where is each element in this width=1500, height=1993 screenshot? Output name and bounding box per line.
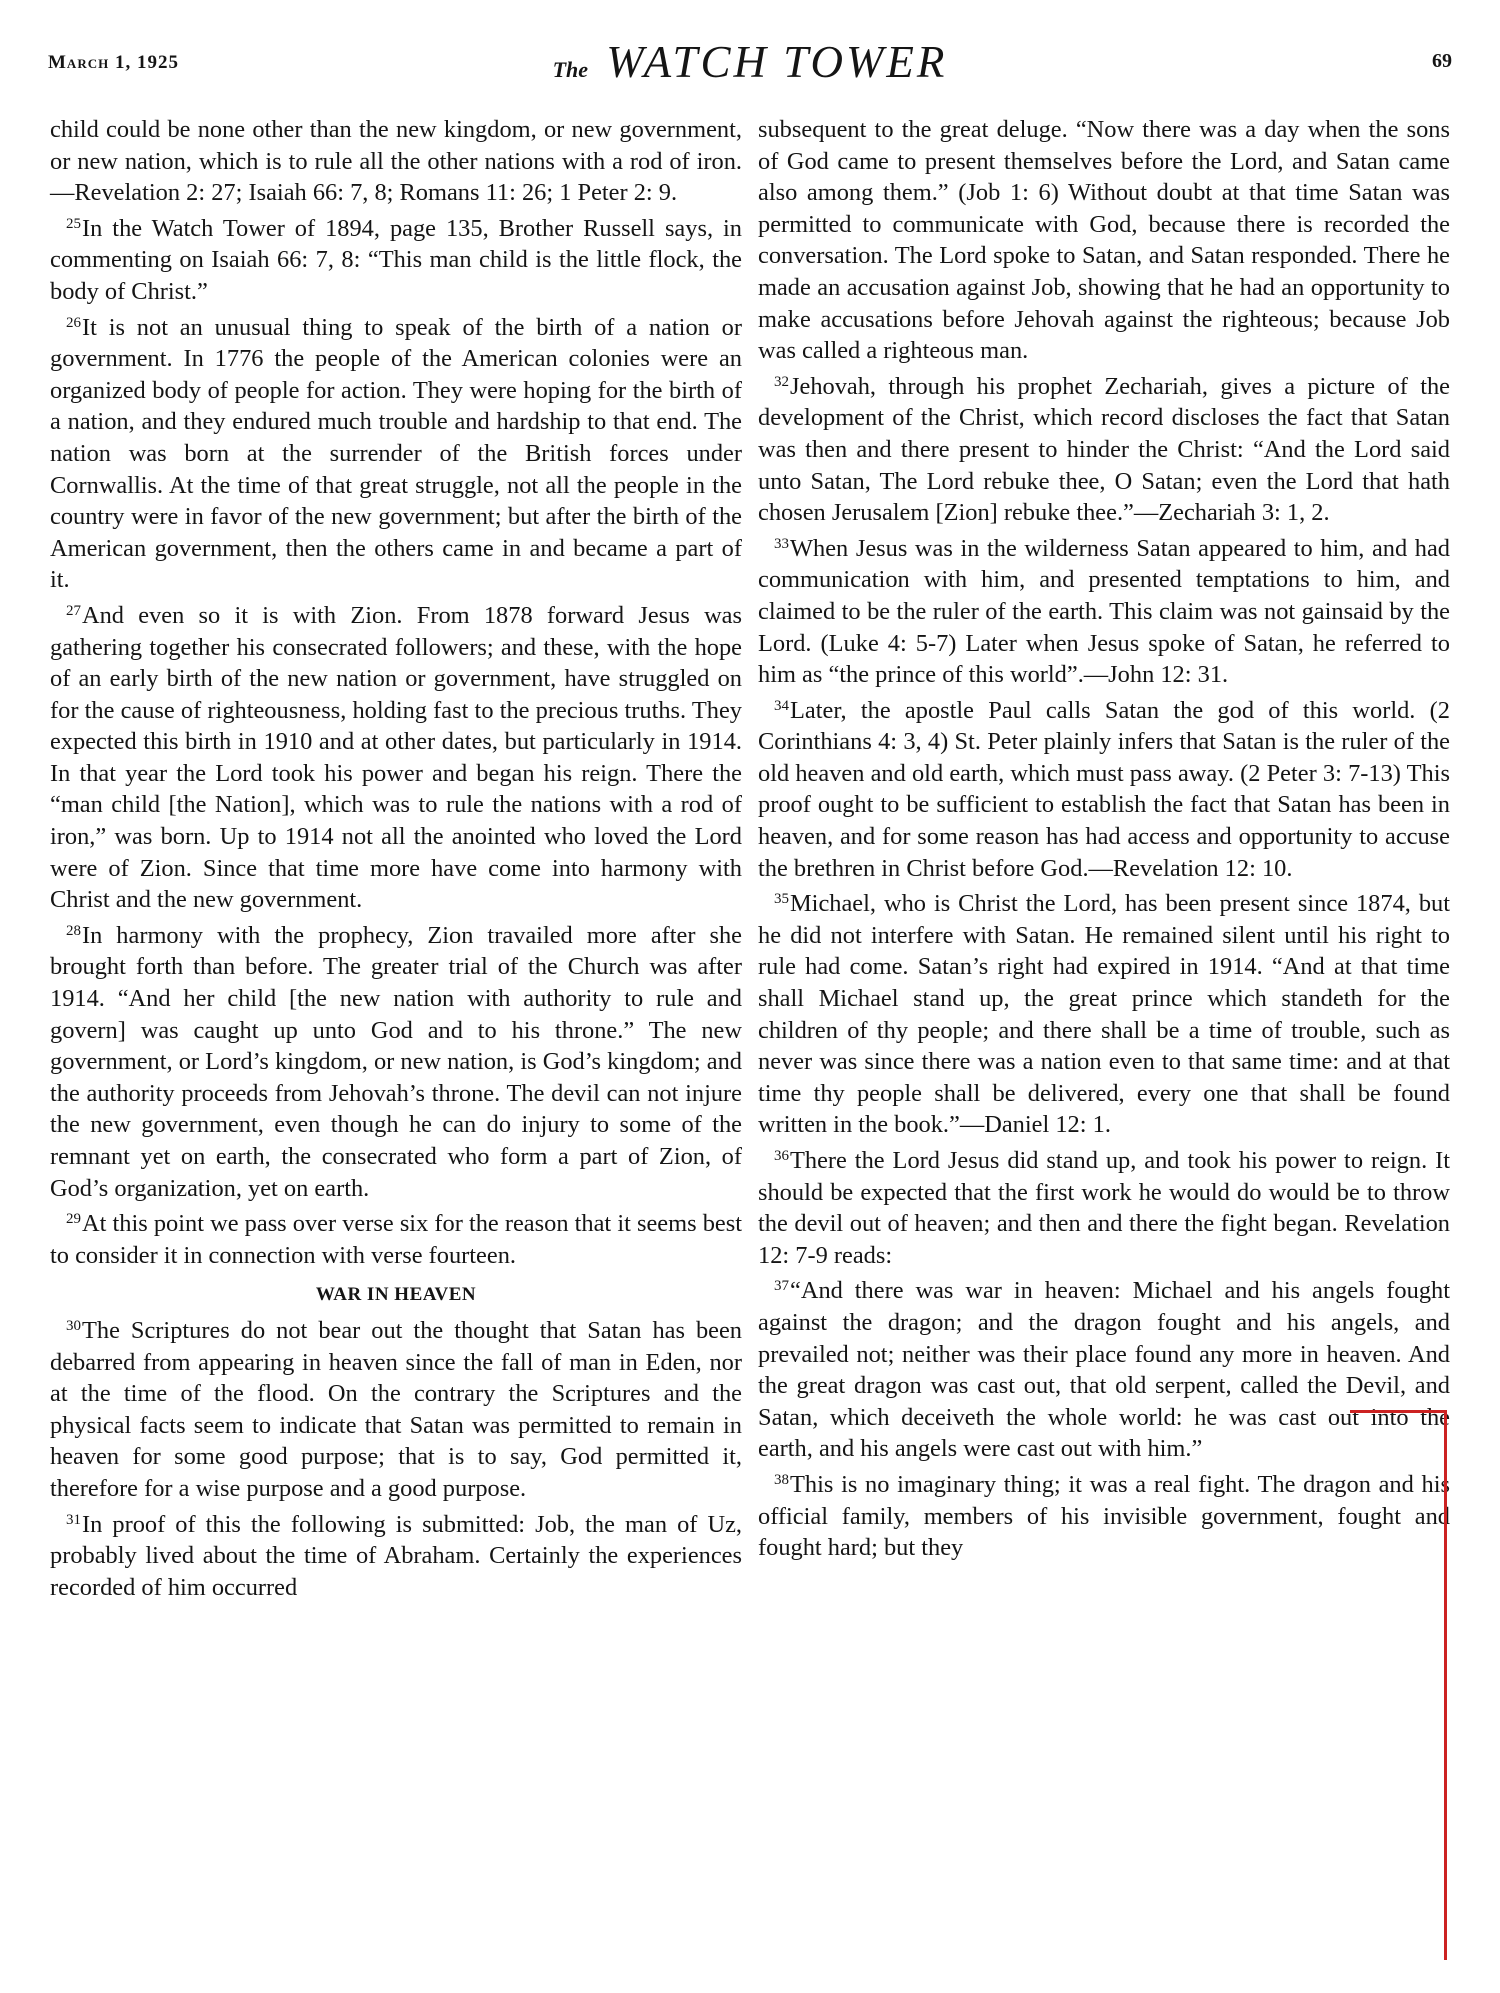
masthead-title <box>48 36 1452 88</box>
red-highlight-bracket <box>1350 1410 1447 1960</box>
paragraph-38 <box>758 1469 1450 1564</box>
paragraph-number: 25 <box>66 215 81 232</box>
paragraph-number: 28 <box>66 922 81 939</box>
paragraph-35 <box>758 888 1450 1141</box>
paragraph-text: This is no imaginary thing; it was a real fight. The dragon and his official family, members of his invisible government, fought and fought hard; but they <box>758 1470 1450 1562</box>
paragraph-24-continued: child could be none other than the new kingdom, or new government, or new nation, which is to rule all the other nations with a rod of iron.—Revelation 2: 27; Isaiah 66: 7, 8; Romans 11: 26; 1 Peter 2: 9. <box>50 116 742 207</box>
paragraph-text: In harmony with the prophecy, Zion travailed more after she brought forth than before. The greater trial of the Church was after 1914. “And her child [the new nation with authority to rule and govern] was caught up unto God and to his throne.” The new government, or Lord’s kingdom, or new nation, is God’s kingdom; and the authority proceeds from Jehovah’s throne. The devil can not injure the new government, even though he can do injury to some of the remnant yet on earth, the consecrated who form a part of Zion, of God’s organization, yet on earth. <box>50 921 742 1202</box>
paragraph-32 <box>758 371 1450 529</box>
paragraph-31-continued: subsequent to the great deluge. “Now there was a day when the sons of God came to present themselves before the Lord, and Satan came also among them.” (Job 1: 6) Without doubt at that time Satan was permitted to communicate with God, because there is recorded the conversation. The Lord spoke to Satan, and Satan responded. There he made an accusation against Job, showing that he had an opportunity to make accusations before Jehovah against the righteous; because Job was called a righteous man. <box>758 116 1450 365</box>
issue-date: March 1, 1925 <box>48 52 179 73</box>
paragraph-text: Jehovah, through his prophet Zechariah, gives a picture of the development of the Christ, which record discloses the fact that Satan was then and there present to hinder the Christ: “And the Lord said unto Satan, The Lord rebuke thee, O Satan; even the Lord that hath chosen Jerusalem [Zion] rebuke thee.”—Zechariah 3: 1, 2. <box>758 372 1450 527</box>
paragraph-number: 32 <box>774 373 789 390</box>
paragraph-number: 31 <box>66 1511 81 1528</box>
paragraph-text: At this point we pass over verse six for the reason that it seems best to consider it in connection with verse fourteen. <box>50 1210 742 1269</box>
section-heading: WAR IN HEAVEN <box>315 1284 477 1306</box>
paragraph-text: The Scriptures do not bear out the thought that Satan has been debarred from appearing in heaven since the fall of man in Eden, nor at the time of the flood. On the contrary the Scriptures and the physical facts seem to indicate that Satan was permitted to remain in heaven for some good purpose; that is to say, God permitted it, therefore for a wise purpose and a good purpose. <box>50 1316 742 1502</box>
paragraph-number: 38 <box>774 1471 789 1488</box>
left-column <box>50 114 742 1607</box>
paragraph-34 <box>758 695 1450 885</box>
paragraph-29 <box>50 1208 742 1271</box>
paragraph-number: 27 <box>66 602 81 619</box>
paragraph-text: “And there was war in heaven: Michael and his angels fought against the dragon; and the dragon fought and his angels, and prevailed not; neither was their place found any more in heaven. And the great dragon was cast out, that old serpent, called the Devil, and Satan, which deceiveth the whole world: he was cast out into the earth, and his angels were cast out with him.” <box>758 1277 1450 1463</box>
paragraph-33 <box>758 533 1450 691</box>
page-header <box>48 30 1452 100</box>
paragraph-number: 26 <box>66 314 81 331</box>
paragraph-text: It is not an unusual thing to speak of the birth of a nation or government. In 1776 the people of the American colonies were an organized body of people for action. They were hoping for the birth of a nation, and they endured much trouble and hardship to that end. The nation was born at the surrender of the British forces under Cornwallis. At the time of that great struggle, not all the people in the country were in favor of the new government; but after the birth of the American government, then the others came in and became a part of it. <box>50 313 742 594</box>
paragraph-number: 30 <box>66 1317 81 1334</box>
paragraph-number: 37 <box>774 1278 789 1295</box>
paragraph-27 <box>50 600 742 916</box>
paragraph-30 <box>50 1315 742 1505</box>
paragraph-text: In proof of this the following is submitted: Job, the man of Uz, probably lived about the time of Abraham. Certainly the experiences recorded of him occurred <box>50 1510 742 1601</box>
paragraph-text: There the Lord Jesus did stand up, and took his power to reign. It should be expected that the first work he would do would be to throw the devil out of heaven; and then and there the fight began. Revelation 12: 7-9 reads: <box>758 1147 1450 1269</box>
paragraph-number: 35 <box>774 891 789 908</box>
paragraph-text: And even so it is with Zion. From 1878 forward Jesus was gathering together his consecrated followers; and these, with the hope of an early birth of the new nation or government, have struggled on for the cause of righteousness, holding fast to the precious truths. They expected this birth in 1910 and at other dates, but particularly in 1914. In that year the Lord took his power and began his reign. There the “man child [the Nation], which was to rule the nations with a rod of iron,” was born. Up to 1914 not all the anointed who loved the Lord were of Zion. Since that time more have come into harmony with Christ and the new government. <box>50 601 742 914</box>
paragraph-number: 36 <box>774 1148 789 1164</box>
right-column <box>758 114 1450 1568</box>
paragraph-26 <box>50 312 742 596</box>
paragraph-28 <box>50 920 742 1204</box>
page-number: 69 <box>1432 50 1452 72</box>
masthead-name: WATCH TOWER <box>606 37 948 87</box>
paragraph-36 <box>758 1145 1450 1271</box>
paragraph-31 <box>50 1509 742 1604</box>
paragraph-37 <box>758 1275 1450 1465</box>
paragraph-25 <box>50 213 742 308</box>
paragraph-text: Later, the apostle Paul calls Satan the god of this world. (2 Corinthians 4: 3, 4) St. Peter plainly infers that Satan is the ruler of the old heaven and old earth, which must pass away. (2 Peter 3: 7-13) This proof ought to be sufficient to establish the fact that Satan has been in heaven, and for some reason has had access and opportunity to accuse the brethren in Christ before God.—Revelation 12: 10. <box>758 696 1450 882</box>
masthead-prefix: The <box>552 57 589 82</box>
paragraph-number: 29 <box>66 1211 81 1228</box>
paragraph-text: In the Watch Tower of 1894, page 135, Brother Russell says, in commenting on Isaiah 66: 7, 8: “This man child is the little flock, the body of Christ.” <box>50 214 742 305</box>
paragraph-number: 33 <box>774 535 789 552</box>
paragraph-number: 34 <box>774 697 789 714</box>
paragraph-text: When Jesus was in the wilderness Satan appeared to him, and had communication with him, and presented temptations to him, and claimed to be the ruler of the earth. This claim was not gainsaid by the Lord. (Luke 4: 5-7) Later when Jesus spoke of Satan, he referred to him as “the prince of this world”.—John 12: 31. <box>758 534 1450 689</box>
paragraph-text: Michael, who is Christ the Lord, has been present since 1874, but he did not interfere with Satan. He remained silent until his right to rule had come. Satan’s right had expired in 1914. “And at that time shall Michael stand up, the great prince which standeth for the children of thy people; and there shall be a time of trouble, such as never was since there was a nation even to that same time: and at that time thy people shall be delivered, every one that shall be found written in the book.”—Daniel 12: 1. <box>758 890 1450 1139</box>
